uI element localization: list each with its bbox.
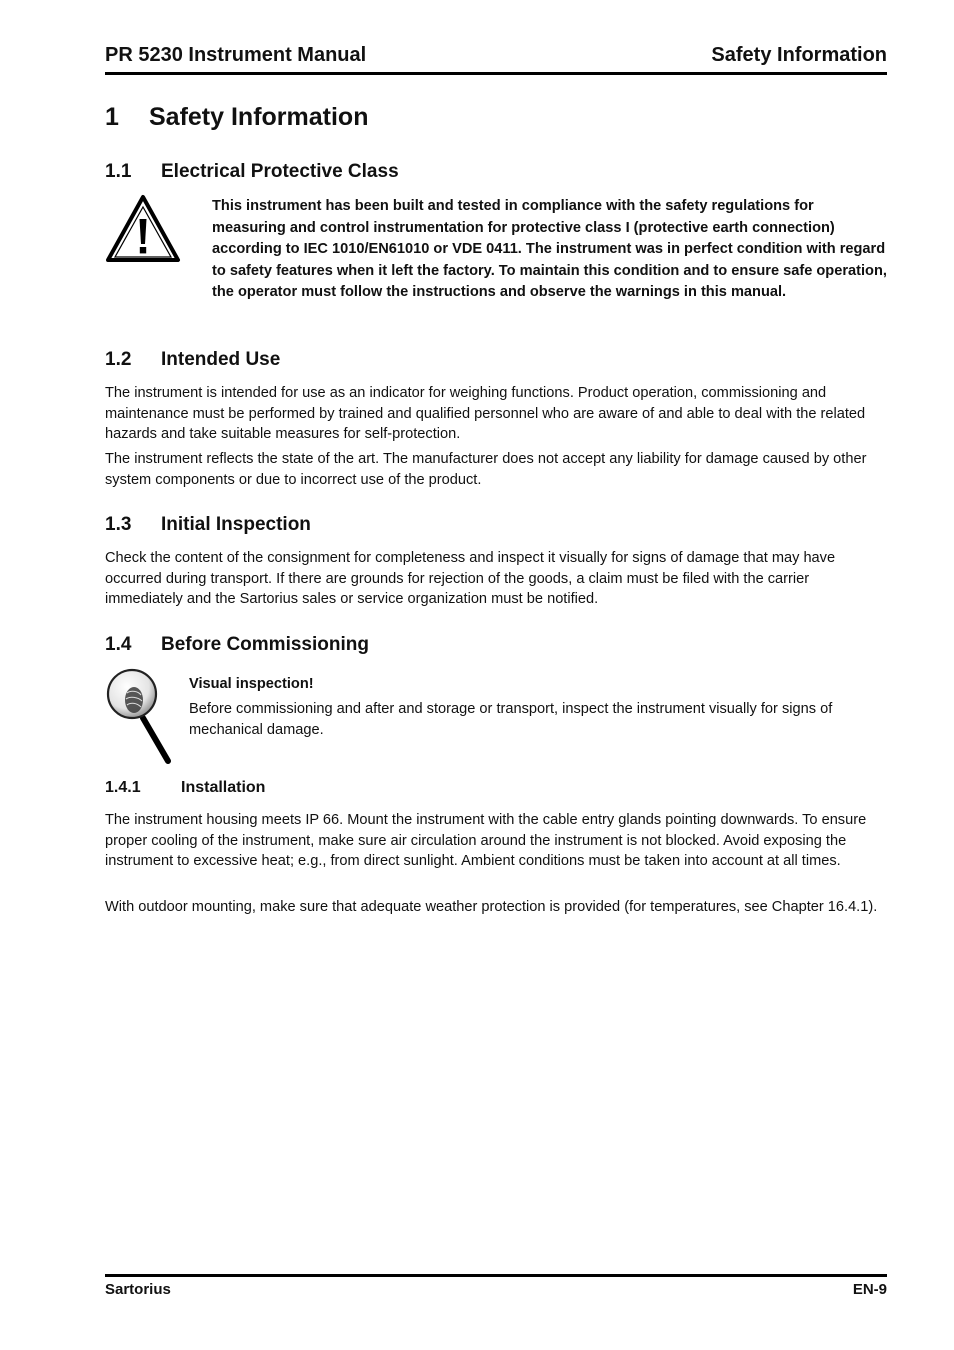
intended-use-paragraph-2: The instrument reflects the state of the art. The manufacturer does not accept any liability for damage caused by other system components or due to incorrect use of the product. xyxy=(105,451,867,488)
footer-rule xyxy=(105,1274,887,1277)
note-title: Visual inspection! xyxy=(189,676,314,692)
section-number: 1.4 xyxy=(105,634,132,655)
section-number: 1.1 xyxy=(105,161,132,182)
header-title: PR 5230 Instrument Manual xyxy=(105,44,367,66)
subsection-number: 1.4.1 xyxy=(105,779,141,796)
chapter-title: Safety Information xyxy=(149,103,369,131)
warning-triangle-icon xyxy=(105,194,181,264)
footer-company: Sartorius xyxy=(105,1281,171,1298)
section-heading-1-4 xyxy=(105,633,369,657)
chapter-heading xyxy=(105,101,368,133)
subsection-heading-1-4-1 xyxy=(105,778,265,798)
page-header xyxy=(105,42,887,68)
section-title: Electrical Protective Class xyxy=(161,161,399,182)
page-number: EN-9 xyxy=(852,1281,887,1298)
section-number: 1.2 xyxy=(105,349,132,370)
magnifier-icon xyxy=(105,666,173,764)
installation-paragraph-1: The instrument housing meets IP 66. Mount the instrument with the cable entry glands pointing downwards. To ensure proper cooling of the instrument, make sure air circulation around the instrument is not blocked. Avoid exposing the instrument to excessive heat; e.g., from direct sunlight. Ambient conditions must be taken into account at all times. xyxy=(105,812,867,870)
section-title: Intended Use xyxy=(161,349,281,370)
page-footer xyxy=(105,1280,887,1300)
section-heading-1-3 xyxy=(105,513,311,537)
subsection-title: Installation xyxy=(181,779,266,796)
header-section: Safety Information xyxy=(711,44,887,66)
manual-page xyxy=(105,0,887,1350)
section-heading-1-2 xyxy=(105,348,280,372)
section-title: Initial Inspection xyxy=(161,514,311,535)
header-rule xyxy=(105,72,887,75)
note-text: Before commissioning and after and storage or transport, inspect the instrument visually for signs of mechanical damage. xyxy=(189,701,833,738)
intended-use-paragraph-1: The instrument is intended for use as an indicator for weighing functions. Product operation, commissioning and maintenance must be performed by trained and qualified personnel who are aware of and able to deal with the related hazards and take suitable measures for self-protection. xyxy=(105,385,866,443)
chapter-number: 1 xyxy=(105,103,119,131)
section-title: Before Commissioning xyxy=(161,634,369,655)
initial-inspection-paragraph: Check the content of the consignment for completeness and inspect it visually for signs of damage that may have occurred during transport. If there are grounds for rejection of the goods, a claim must be filed with the carrier immediately and the Sartorius sales or service organization must be notified. xyxy=(105,550,836,608)
section-heading-1-1 xyxy=(105,160,399,184)
installation-paragraph-2: With outdoor mounting, make sure that adequate weather protection is provided (for temperatures, see Chapter 16.4.1). xyxy=(105,899,878,915)
protective-class-warning-text: This instrument has been built and tested in compliance with the safety regulations for measuring and control instrumentation for protective class I (protective earth connection) according to IEC 1010/EN61010 or VDE 0411. The instrument was in perfect condition with regard to safety features when it left the factory. To maintain this condition and to ensure safe operation, the operator must follow the instructions and observe the warnings in this manual. xyxy=(212,198,887,301)
section-number: 1.3 xyxy=(105,514,132,535)
